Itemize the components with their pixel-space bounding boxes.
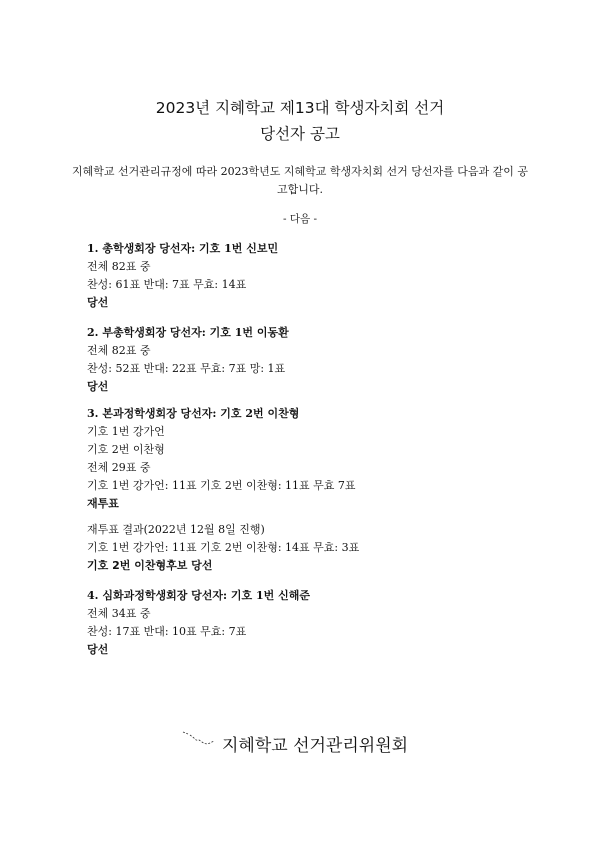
section-line: 기호 1번 강가언: 11표 기호 2번 이찬형: 14표 무효: 3표 [87, 541, 360, 554]
separator-text: - 다음 - [282, 213, 318, 225]
section-heading: 3. 본과정학생회장 당선자: 기호 2번 이찬형 [87, 407, 300, 420]
section-heading: 1. 총학생회장 당선자: 기호 1번 신보민 [87, 242, 279, 255]
section-line: 전체 82표 중 [87, 260, 151, 273]
section-line: 기호 1번 강가언: 11표 기호 2번 이찬형: 11표 무효 7표 [87, 479, 356, 492]
section-line: 전체 29표 중 [87, 461, 151, 474]
section-heading: 4. 심화과정학생회장 당선자: 기호 1번 신해준 [87, 589, 310, 602]
section-result: 당선 [87, 380, 109, 393]
intro-paragraph: 지혜학교 선거관리규정에 따라 2023학년도 지혜학교 학생자치회 선거 당선자를 다음과 같이 공고합니다. [71, 165, 529, 196]
document-title: 2023년 지혜학교 제13대 학생자치회 선거 [155, 99, 445, 117]
section-line: 찬성: 52표 반대: 22표 무효: 7표 망: 1표 [87, 362, 286, 375]
section-heading: 2. 부총학생회장 당선자: 기호 1번 이동환 [87, 326, 289, 339]
section-line: 전체 34표 중 [87, 607, 151, 620]
document-subtitle: 당선자 공고 [260, 125, 340, 143]
section-line: 기호 1번 강가언 [87, 425, 165, 438]
organization-name: 지혜학교 선거관리위원회 [222, 736, 409, 756]
section-revote [87, 521, 359, 575]
section-president [87, 240, 278, 312]
section-result: 당선 [87, 296, 109, 309]
section-vice-president [87, 324, 289, 396]
section-advanced-course-president [87, 587, 310, 659]
section-line: 기호 2번 이찬형 [87, 443, 165, 456]
section-line: 찬성: 61표 반대: 7표 무효: 14표 [87, 278, 247, 291]
seal-signature-icon [180, 726, 218, 748]
section-line: 전체 82표 중 [87, 344, 151, 357]
section-line: 재투표 결과(2022년 12월 8일 진행) [87, 523, 265, 536]
section-result: 기호 2번 이찬형후보 당선 [87, 559, 213, 572]
section-result: 재투표 [87, 497, 119, 510]
section-main-course-president [87, 405, 356, 513]
section-result: 당선 [87, 643, 109, 656]
section-line: 찬성: 17표 반대: 10표 무효: 7표 [87, 625, 247, 638]
